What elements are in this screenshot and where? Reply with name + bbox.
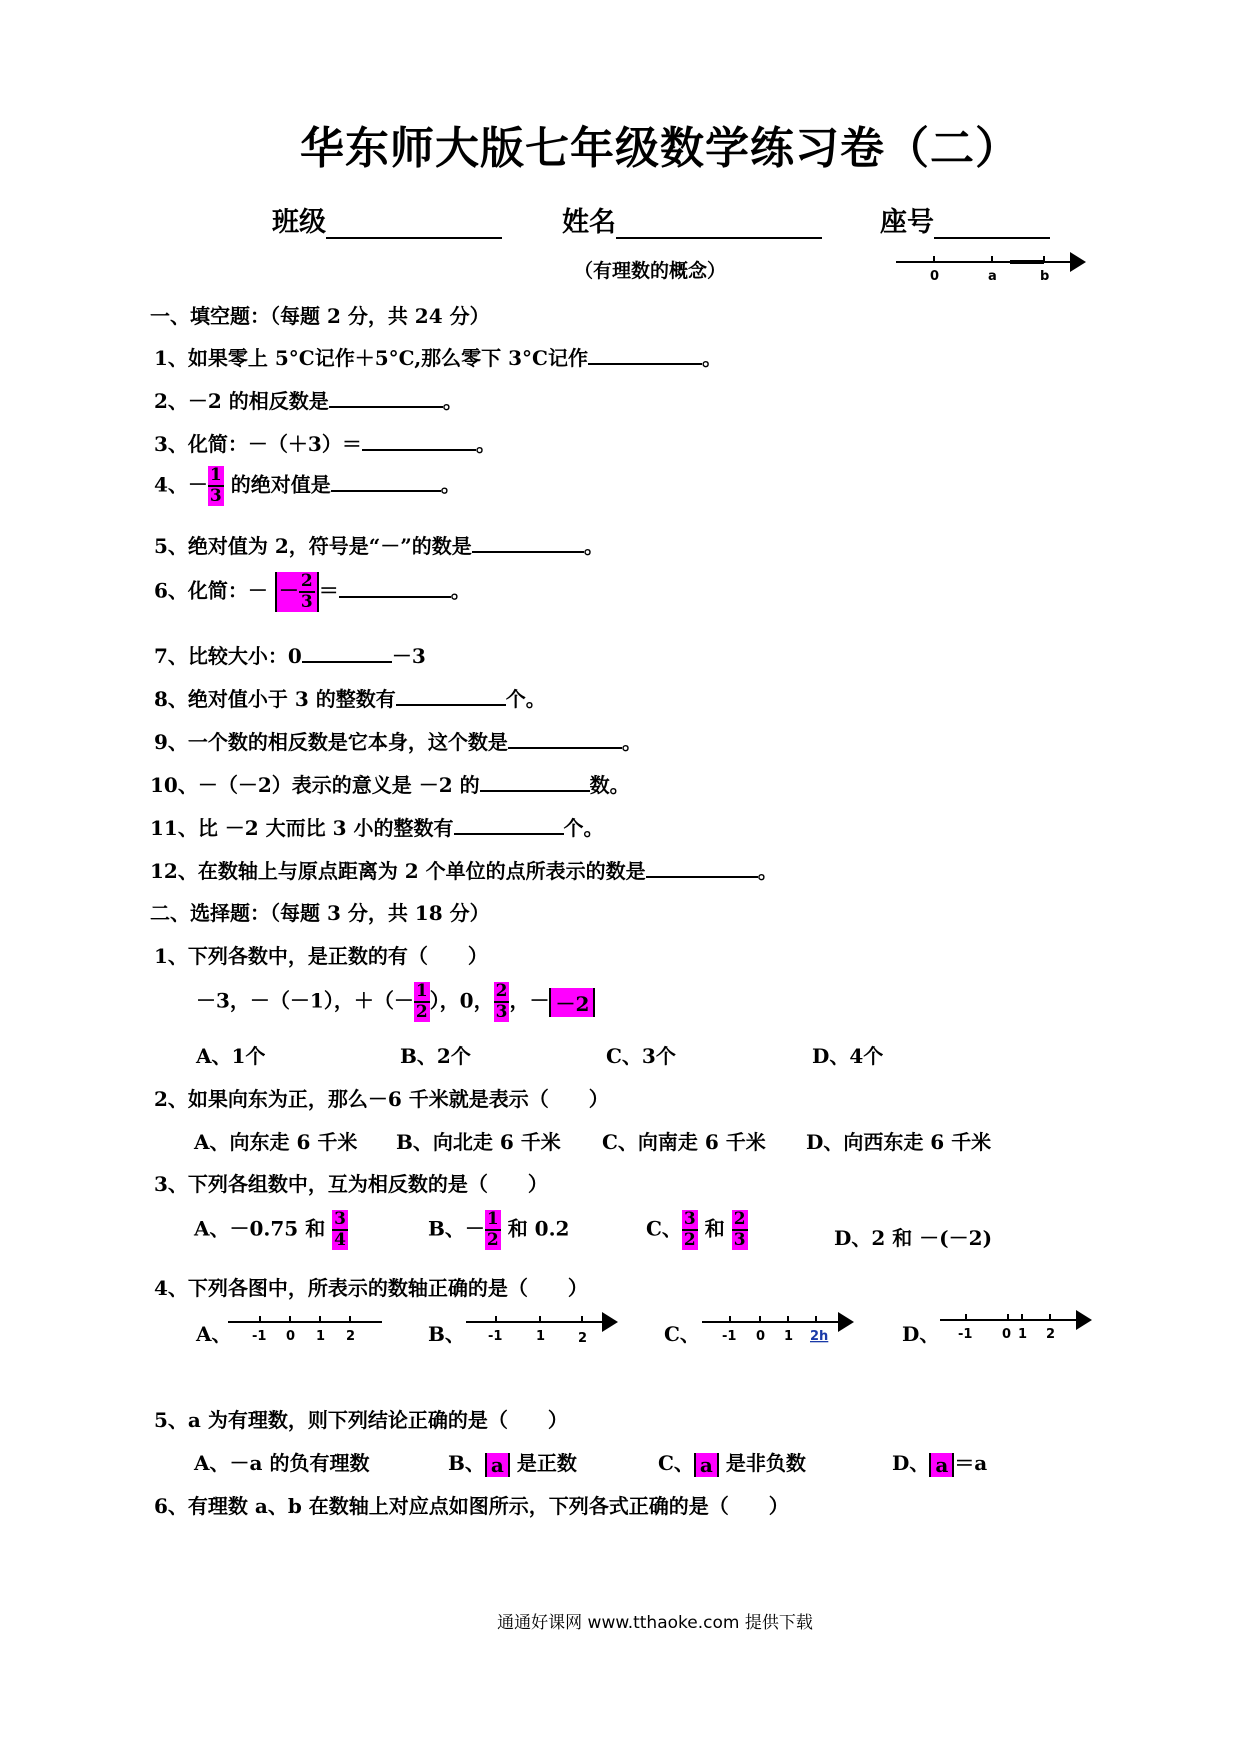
fill-item-6 — [154, 572, 471, 612]
denominator: 3 — [209, 486, 222, 506]
absolute-value-box: －2 — [549, 988, 595, 1017]
item-text: 7、比较大小：0 — [154, 644, 302, 668]
choice-q3-option-b[interactable] — [428, 1210, 569, 1250]
numerator: 2 — [733, 1209, 746, 1229]
numerator: 3 — [683, 1209, 696, 1229]
choice-q3-option-d[interactable]: D、2 和 －(－2) — [834, 1226, 993, 1250]
item-text: 8、绝对值小于 3 的整数有 — [154, 687, 396, 711]
answer-blank[interactable] — [588, 345, 702, 365]
item-end: 。 — [757, 859, 778, 883]
fraction — [682, 1210, 698, 1250]
answer-blank[interactable] — [646, 858, 758, 878]
nl-b-label: -1 — [488, 1329, 503, 1344]
denominator: 2 — [415, 1002, 428, 1022]
fill-item-7 — [154, 640, 426, 669]
answer-blank[interactable] — [396, 686, 506, 706]
answer-blank[interactable] — [508, 729, 622, 749]
answer-blank[interactable] — [302, 643, 392, 663]
nl-d-label: 0 — [1002, 1327, 1012, 1342]
nl-b-label: 2 — [578, 1331, 588, 1346]
seat-field — [880, 200, 1050, 239]
fraction — [299, 572, 315, 612]
choice-q5-option-c[interactable] — [658, 1447, 806, 1477]
numberline-c — [700, 1308, 860, 1358]
fill-item-2 — [154, 385, 463, 414]
item-end: 。 — [442, 389, 463, 413]
choice-q5-stem: 5、a 为有理数，则下列结论正确的是（ ） — [154, 1408, 568, 1432]
fill-item-11 — [150, 812, 604, 841]
fraction — [208, 466, 224, 506]
minus-sign: － — [187, 472, 208, 497]
expr-part: ，－ — [509, 988, 550, 1013]
choice-q3-option-a[interactable] — [194, 1210, 348, 1250]
absolute-value-box — [275, 572, 319, 612]
denominator: 3 — [495, 1002, 508, 1022]
fill-item-4 — [154, 466, 461, 506]
fraction — [732, 1210, 748, 1250]
item-end: －3 — [391, 644, 426, 668]
subtitle: （有理数的概念） — [574, 260, 727, 282]
option-text: 和 — [704, 1216, 725, 1241]
item-text: 11、比 －2 大而比 3 小的整数有 — [150, 816, 454, 840]
absolute-value-box: a — [929, 1453, 954, 1477]
fraction — [485, 1210, 501, 1250]
choice-q4-option-b[interactable]: B、 — [428, 1322, 465, 1346]
numerator: 1 — [486, 1209, 499, 1229]
denominator: 2 — [683, 1230, 696, 1250]
item-end: 。 — [583, 534, 604, 558]
item-end: 。 — [440, 472, 461, 497]
answer-blank[interactable] — [339, 578, 451, 598]
item-text: 1、如果零上 5°C记作＋5°C,那么零下 3°C记作 — [154, 346, 588, 370]
name-field — [562, 200, 822, 239]
nl-b-label: 1 — [536, 1329, 546, 1344]
item-number: 4、 — [154, 472, 188, 497]
choice-q1-option-a[interactable]: A、1个 — [196, 1044, 266, 1068]
fill-item-12 — [150, 855, 778, 884]
item-number: 6、化简：－ — [154, 578, 268, 603]
item-end: 个。 — [505, 687, 546, 711]
fraction — [332, 1210, 348, 1250]
fill-item-9 — [154, 726, 642, 755]
choice-q2-stem: 2、如果向东为正，那么－6 千米就是表示（ ） — [154, 1087, 609, 1111]
answer-blank[interactable] — [472, 533, 584, 553]
choice-q1-option-b[interactable]: B、2个 — [400, 1044, 471, 1068]
numerator: 2 — [495, 981, 508, 1001]
choice-q5-option-d[interactable] — [892, 1447, 987, 1477]
choice-q4-option-c[interactable]: C、 — [664, 1322, 700, 1346]
choice-q3-stem: 3、下列各组数中，互为相反数的是（ ） — [154, 1172, 548, 1196]
item-end: 。 — [475, 432, 496, 456]
choice-q6-stem: 6、有理数 a、b 在数轴上对应点如图所示，下列各式正确的是（ ） — [154, 1494, 789, 1518]
nl-a-label: 0 — [286, 1329, 296, 1344]
denominator: 3 — [300, 592, 313, 612]
item-text: 9、一个数的相反数是它本身，这个数是 — [154, 730, 508, 754]
top-nl-label-a: a — [988, 269, 997, 284]
top-nl-label-0: 0 — [930, 269, 940, 284]
fill-item-8 — [154, 683, 546, 712]
option-text: 是非负数 — [725, 1451, 806, 1475]
nl-d-label: 2 — [1046, 1327, 1056, 1342]
top-nl-label-b: b — [1040, 269, 1050, 284]
name-blank[interactable] — [616, 211, 822, 239]
option-text: 是正数 — [516, 1451, 577, 1475]
denominator: 3 — [733, 1230, 746, 1250]
footer-credit: 通通好课网 www.tthaoke.com 提供下载 — [497, 1613, 813, 1633]
option-text: D、 — [892, 1451, 930, 1475]
answer-blank[interactable] — [480, 772, 590, 792]
answer-blank[interactable] — [362, 431, 476, 451]
expr-part: ），0， — [429, 988, 494, 1013]
fraction — [414, 982, 430, 1022]
choice-q1-stem: 1、下列各数中，是正数的有（ ） — [154, 944, 488, 968]
nl-c-label: 1 — [784, 1329, 794, 1344]
item-text: 3、化简：－（＋3）＝ — [154, 432, 362, 456]
nl-c-label: 0 — [756, 1329, 766, 1344]
nl-a-label: 2 — [346, 1329, 356, 1344]
item-text: 的绝对值是 — [230, 472, 331, 497]
name-label: 姓名 — [562, 207, 616, 238]
numerator: 2 — [300, 571, 313, 591]
expr-part: －3，－（－1），＋（－ — [196, 988, 414, 1013]
nl-d-label: -1 — [958, 1327, 973, 1342]
choice-q2-option-d[interactable]: D、向西东走 6 千米 — [806, 1130, 992, 1154]
absolute-value-box: a — [485, 1453, 510, 1477]
seat-blank[interactable] — [934, 211, 1050, 239]
choice-q2-option-b[interactable]: B、向北走 6 千米 — [396, 1130, 561, 1154]
item-end: 数。 — [589, 773, 630, 797]
choice-q1-option-c[interactable]: C、3个 — [606, 1044, 676, 1068]
option-text: B、 — [448, 1451, 485, 1475]
numerator: 1 — [415, 981, 428, 1001]
denominator: 2 — [486, 1230, 499, 1250]
class-field — [272, 200, 502, 239]
choice-q1-option-d[interactable]: D、4个 — [812, 1044, 884, 1068]
option-text: A、－0.75 和 — [194, 1216, 326, 1241]
minus-sign: － — [278, 578, 299, 603]
answer-blank[interactable] — [331, 472, 441, 492]
section2-heading: 二、选择题：（每题 3 分，共 18 分） — [150, 901, 490, 925]
option-text: B、－ — [428, 1216, 485, 1241]
seat-label: 座号 — [880, 207, 934, 238]
choice-q2-option-a[interactable]: A、向东走 6 千米 — [194, 1130, 358, 1154]
choice-q4-option-d[interactable]: D、 — [902, 1322, 940, 1346]
fill-item-3 — [154, 428, 496, 457]
option-text: C、 — [646, 1216, 682, 1241]
numberline-b — [464, 1308, 624, 1350]
item-text: 5、绝对值为 2，符号是“－”的数是 — [154, 534, 472, 558]
item-end: 。 — [621, 730, 642, 754]
item-text: 2、－2 的相反数是 — [154, 389, 329, 413]
option-text: ＝a — [954, 1451, 988, 1475]
nl-c-label: 2h — [810, 1329, 829, 1344]
choice-q5-option-b[interactable] — [448, 1447, 577, 1477]
item-text: 10、－（－2）表示的意义是 －2 的 — [150, 773, 480, 797]
nl-a-label: -1 — [252, 1329, 267, 1344]
choice-q4-stem: 4、下列各图中，所表示的数轴正确的是（ ） — [154, 1276, 588, 1300]
absolute-value-box: a — [694, 1453, 719, 1477]
option-text: 和 0.2 — [507, 1216, 570, 1241]
item-end: 。 — [701, 346, 722, 370]
choice-q3-option-c[interactable] — [646, 1210, 748, 1250]
item-text: ＝ — [318, 578, 339, 603]
answer-blank[interactable] — [329, 388, 443, 408]
nl-d-label: 1 — [1018, 1327, 1028, 1342]
fill-item-10 — [150, 769, 630, 798]
numerator: 1 — [209, 465, 222, 485]
choice-q4-option-a[interactable]: A、 — [196, 1322, 232, 1346]
section1-heading: 一、填空题：（每题 2 分，共 24 分） — [150, 304, 490, 328]
class-blank[interactable] — [326, 211, 502, 239]
denominator: 4 — [334, 1230, 347, 1250]
item-text: 12、在数轴上与原点距离为 2 个单位的点所表示的数是 — [150, 859, 646, 883]
numberline-a — [226, 1308, 386, 1350]
fraction — [494, 982, 510, 1022]
numerator: 3 — [334, 1209, 347, 1229]
nl-c-label: -1 — [722, 1329, 737, 1344]
page-title: 华东师大版七年级数学练习卷（二） — [300, 123, 1020, 174]
numberline-d — [938, 1306, 1098, 1348]
nl-a-label: 1 — [316, 1329, 326, 1344]
choice-q1-expression — [196, 982, 595, 1022]
choice-q2-option-c[interactable]: C、向南走 6 千米 — [602, 1130, 766, 1154]
top-number-line — [894, 246, 1090, 284]
fill-item-5 — [154, 530, 604, 559]
class-label: 班级 — [272, 207, 326, 238]
answer-blank[interactable] — [454, 815, 564, 835]
item-end: 。 — [450, 578, 471, 603]
choice-q5-option-a[interactable]: A、－a 的负有理数 — [194, 1451, 370, 1475]
option-text: C、 — [658, 1451, 694, 1475]
fill-item-1 — [154, 342, 722, 371]
item-end: 个。 — [563, 816, 604, 840]
